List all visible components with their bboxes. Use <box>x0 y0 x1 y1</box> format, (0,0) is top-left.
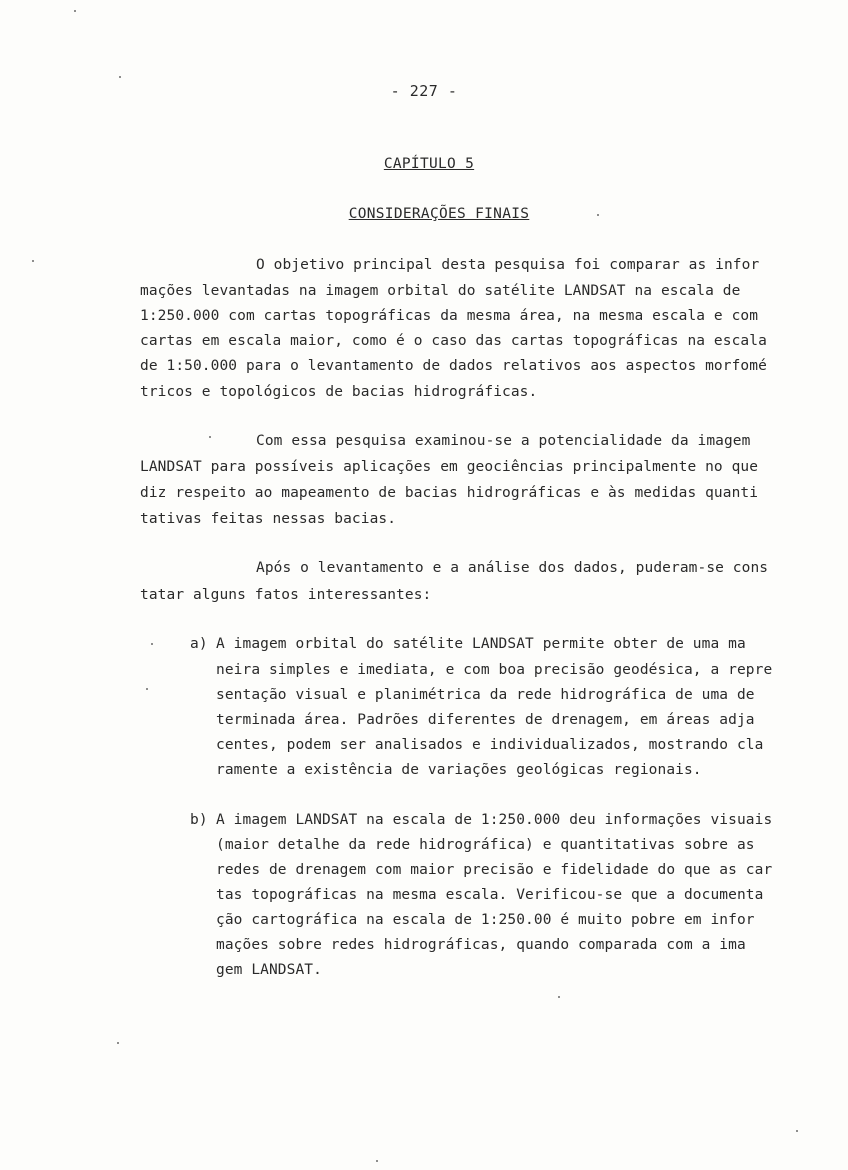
chapter-title: CAPÍTULO 5 <box>383 156 475 172</box>
section-title: CONSIDERAÇÕES FINAIS <box>348 206 530 222</box>
list-item-a-line-6: ramente a existência de variações geológicas regionais. <box>216 762 702 778</box>
list-item-a-line-2: neira simples e imediata, e com boa precisão geodésica, a repre <box>216 662 773 678</box>
scan-speck <box>558 996 560 998</box>
list-item-b-marker: b) <box>190 812 208 828</box>
paragraph-3-line-1: Após o levantamento e a análise dos dados, puderam-se cons <box>256 560 769 576</box>
paragraph-1-line-4: cartas em escala maior, como é o caso das cartas topográficas na escala <box>140 333 767 349</box>
paragraph-1-line-2: mações levantadas na imagem orbital do satélite LANDSAT na escala de <box>140 283 741 299</box>
list-item-b-line-6: mações sobre redes hidrográficas, quando comparada com a ima <box>216 937 746 953</box>
list-item-b-line-7: gem LANDSAT. <box>216 962 322 978</box>
paragraph-1-line-1: O objetivo principal desta pesquisa foi comparar as infor <box>256 257 760 273</box>
list-item-a-line-5: centes, podem ser analisados e individualizados, mostrando cla <box>216 737 764 753</box>
list-item-b-line-4: tas topográficas na mesma escala. Verificou-se que a documenta <box>216 887 764 903</box>
page-number: - 227 - <box>390 82 458 100</box>
list-item-b-line-2: (maior detalhe da rede hidrográfica) e quantitativas sobre as <box>216 837 755 853</box>
scan-speck <box>597 214 599 216</box>
paragraph-2-line-2: LANDSAT para possíveis aplicações em geociências principalmente no que <box>140 459 759 475</box>
list-item-b-line-5: ção cartográfica na escala de 1:250.00 é muito pobre em infor <box>216 912 755 928</box>
scan-speck <box>117 1042 119 1044</box>
scan-speck <box>209 436 211 438</box>
scan-speck <box>74 10 76 12</box>
scan-speck <box>151 643 153 645</box>
paragraph-1-line-6: tricos e topológicos de bacias hidrográficas. <box>140 384 538 400</box>
scan-speck <box>32 260 34 262</box>
scan-speck <box>146 688 148 690</box>
scan-speck <box>376 1160 378 1162</box>
paragraph-2-line-3: diz respeito ao mapeamento de bacias hidrográficas e às medidas quanti <box>140 485 759 501</box>
scan-speck <box>796 1130 798 1132</box>
list-item-b-line-3: redes de drenagem com maior precisão e fidelidade do que as car <box>216 862 773 878</box>
list-item-a-line-4: terminada área. Padrões diferentes de drenagem, em áreas adja <box>216 712 755 728</box>
scan-speck <box>119 76 121 78</box>
paragraph-1-line-5: de 1:50.000 para o levantamento de dados relativos aos aspectos morfomé <box>140 358 767 374</box>
paragraph-1-line-3: 1:250.000 com cartas topográficas da mesma área, na mesma escala e com <box>140 308 759 324</box>
paragraph-2-line-1: Com essa pesquisa examinou-se a potencialidade da imagem <box>256 433 751 449</box>
list-item-a-marker: a) <box>190 636 208 652</box>
paragraph-3-line-2: tatar alguns fatos interessantes: <box>140 587 432 603</box>
list-item-a-line-3: sentação visual e planimétrica da rede hidrográfica de uma de <box>216 687 755 703</box>
paragraph-2-line-4: tativas feitas nessas bacias. <box>140 511 397 527</box>
list-item-b-line-1: A imagem LANDSAT na escala de 1:250.000 deu informações visuais <box>216 812 773 828</box>
list-item-a-line-1: A imagem orbital do satélite LANDSAT permite obter de uma ma <box>216 636 746 652</box>
